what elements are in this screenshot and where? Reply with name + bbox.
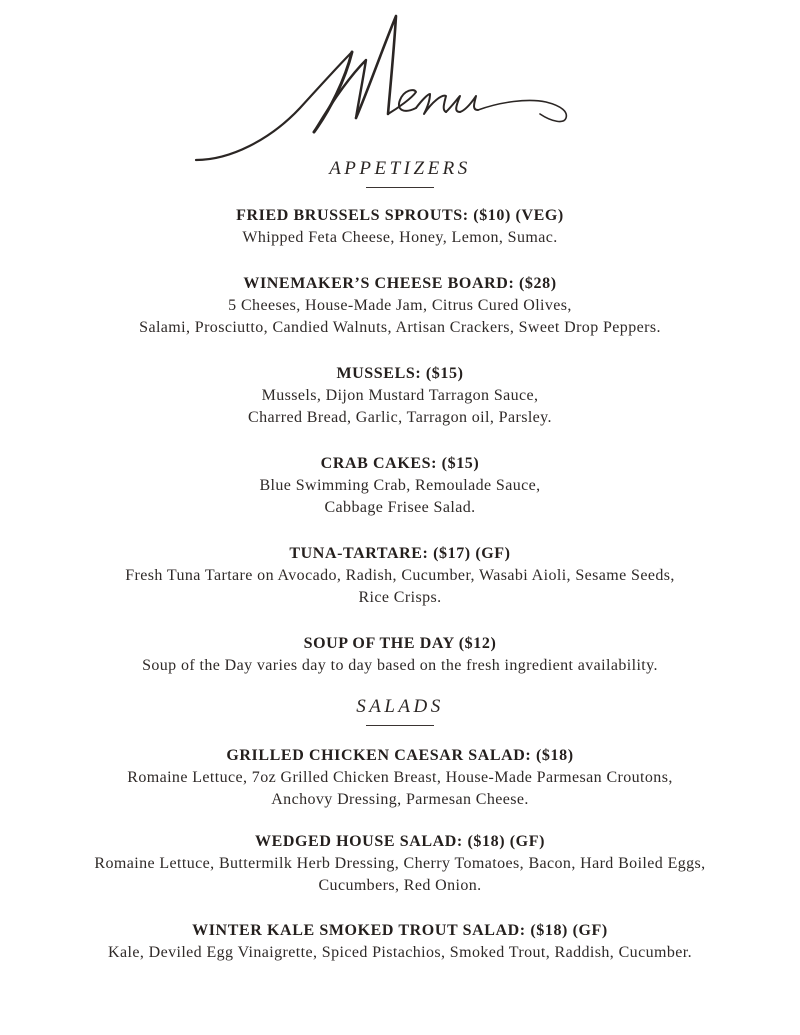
menu-item-crab-cakes (0, 452, 800, 519)
item-description: Mussels, Dijon Mustard Tarragon Sauce, (261, 387, 539, 404)
item-name: MUSSELS: ($15) (336, 365, 464, 382)
item-name: SOUP OF THE DAY ($12) (303, 635, 497, 652)
item-name: FRIED BRUSSELS SPROUTS: ($10) (VEG) (236, 207, 564, 224)
item-name: WINEMAKER’S CHEESE BOARD: ($28) (243, 275, 557, 292)
item-description: Romaine Lettuce, Buttermilk Herb Dressing, Cherry Tomatoes, Bacon, Hard Boiled Eggs, (94, 855, 706, 872)
item-description: Whipped Feta Cheese, Honey, Lemon, Sumac. (242, 229, 558, 246)
item-name: WEDGED HOUSE SALAD: ($18) (GF) (254, 833, 545, 850)
salads-divider (366, 725, 434, 726)
item-description: Rice Crisps. (358, 589, 442, 606)
item-description: Kale, Deviled Egg Vinaigrette, Spiced Pistachios, Smoked Trout, Raddish, Cucumber. (108, 944, 692, 961)
item-description: Anchovy Dressing, Parmesan Cheese. (271, 791, 529, 808)
item-description: Charred Bread, Garlic, Tarragon oil, Parsley. (248, 409, 552, 426)
menu-item-soup-of-the-day (0, 632, 800, 677)
menu-item-fried-brussels-sprouts (0, 204, 800, 249)
menu-item-tuna-tartare (0, 542, 800, 609)
item-description: Blue Swimming Crab, Remoulade Sauce, (259, 477, 541, 494)
item-description: Fresh Tuna Tartare on Avocado, Radish, Cucumber, Wasabi Aioli, Sesame Seeds, (125, 567, 675, 584)
item-name: GRILLED CHICKEN CAESAR SALAD: ($18) (226, 747, 574, 764)
menu-item-mussels (0, 362, 800, 429)
item-description: Romaine Lettuce, 7oz Grilled Chicken Breast, House-Made Parmesan Croutons, (127, 769, 673, 786)
menu-item-winemakers-cheese-board (0, 272, 800, 339)
item-description: Soup of the Day varies day to day based on the fresh ingredient availability. (142, 657, 658, 674)
item-description: 5 Cheeses, House-Made Jam, Citrus Cured Olives, (228, 297, 572, 314)
item-description: Cabbage Frisee Salad. (324, 499, 476, 516)
item-description: Salami, Prosciutto, Candied Walnuts, Artisan Crackers, Sweet Drop Peppers. (139, 319, 661, 336)
appetizers-divider (366, 187, 434, 188)
salads-title: SALADS (356, 696, 444, 717)
item-description: Cucumbers, Red Onion. (318, 877, 482, 894)
item-name: TUNA-TARTARE: ($17) (GF) (289, 545, 511, 562)
menu-script-logo-graphic (190, 10, 570, 172)
menu-item-winter-kale-smoked-trout-salad (0, 919, 800, 964)
menu-item-wedged-house-salad (0, 830, 800, 897)
menu-script-logo (190, 10, 570, 172)
appetizers-title: APPETIZERS (329, 158, 471, 179)
item-name: CRAB CAKES: ($15) (320, 455, 480, 472)
item-name: WINTER KALE SMOKED TROUT SALAD: ($18) (GF) (192, 922, 608, 939)
menu-item-grilled-chicken-caesar-salad (0, 744, 800, 811)
